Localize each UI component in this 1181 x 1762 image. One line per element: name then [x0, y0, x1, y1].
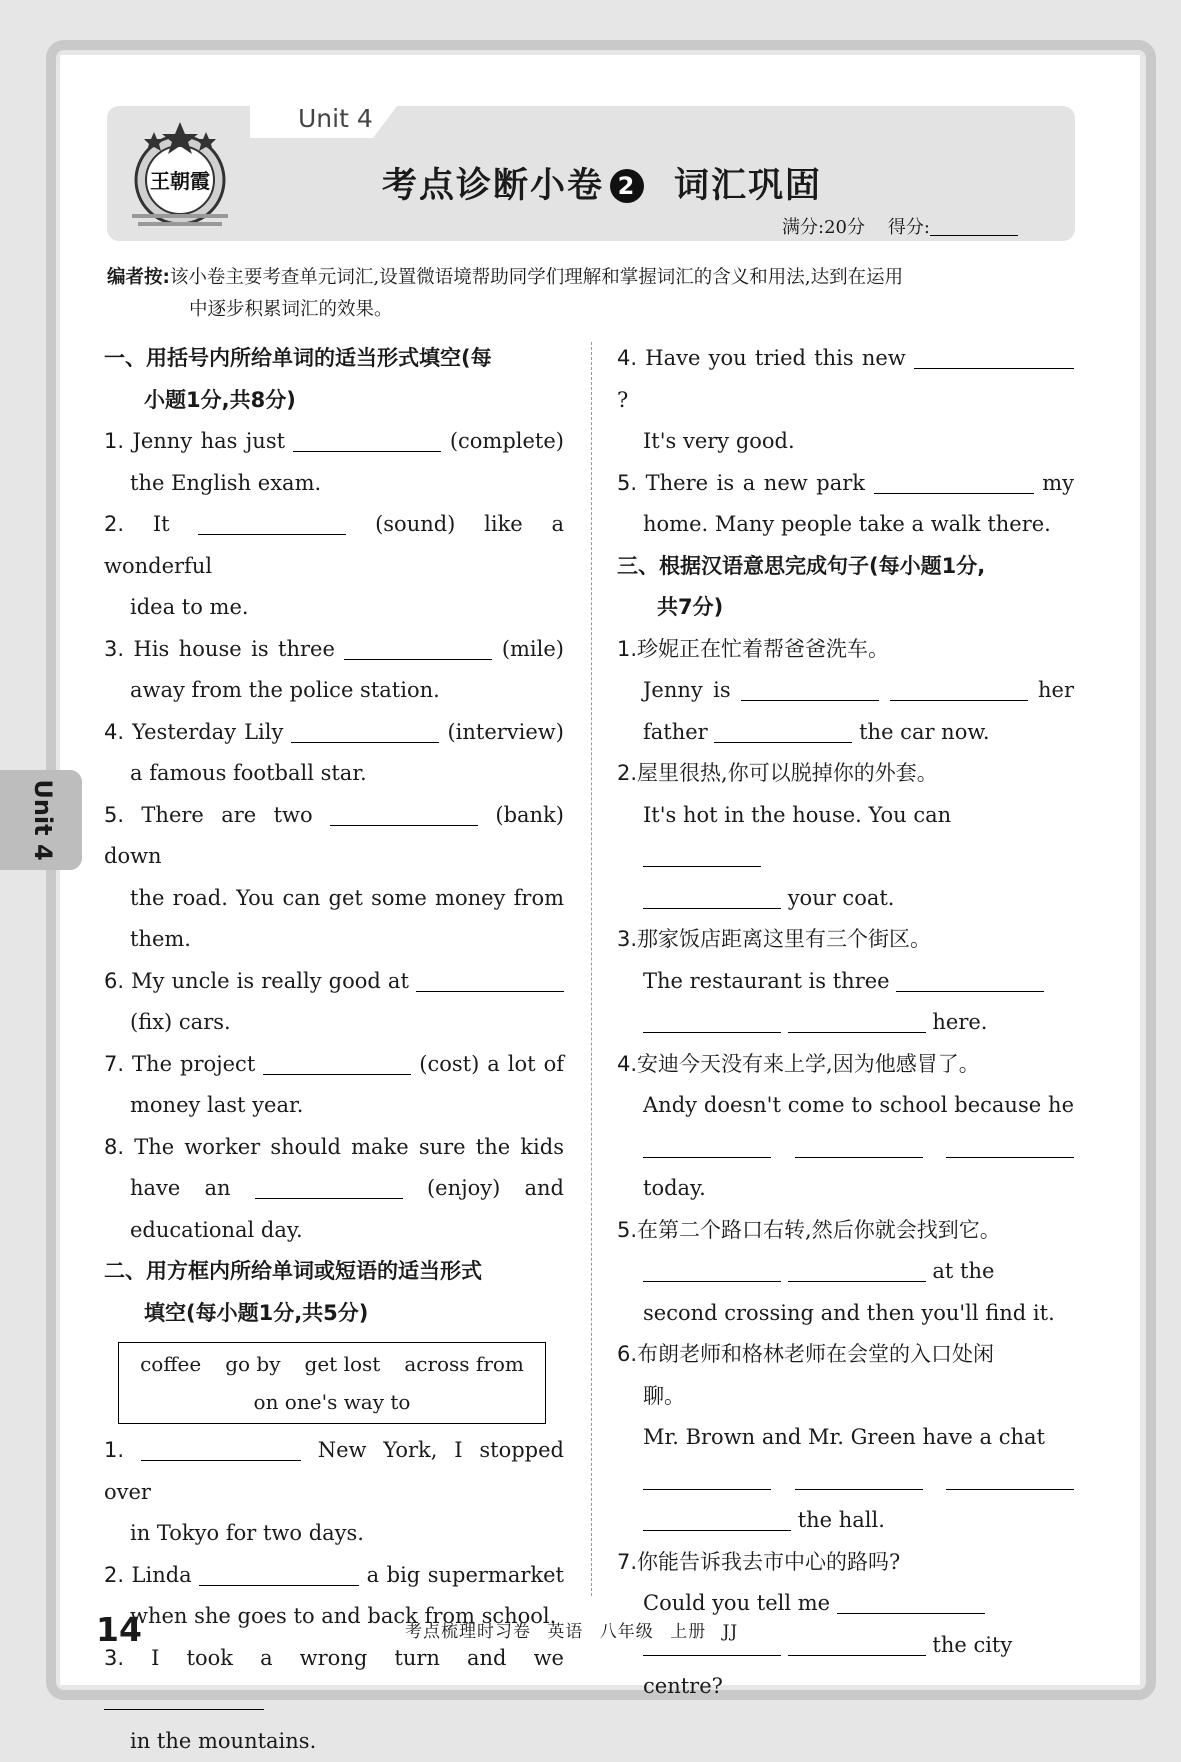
page-number: 14	[96, 1610, 142, 1649]
question-hint: (sound) like a wonderful	[104, 512, 564, 578]
s3-q6-line3	[617, 1500, 1074, 1542]
s3-q4-line3: today.	[617, 1168, 1074, 1210]
question-text: His house is three	[134, 637, 335, 661]
question-text: your coat.	[788, 886, 895, 910]
s1-q4-cont: a famous football star.	[104, 753, 564, 795]
question-chinese: 你能告诉我去市中心的路吗?	[637, 1550, 900, 1574]
s1-q7	[104, 1044, 564, 1086]
question-text: at the	[932, 1259, 994, 1283]
question-text: ?	[617, 388, 628, 412]
question-chinese: 那家饭店距离这里有三个街区。	[637, 927, 931, 951]
question-number: 4.	[617, 1052, 637, 1076]
question-number: 5.	[104, 803, 124, 827]
title-part2: 词汇巩固	[674, 166, 822, 206]
left-column	[104, 338, 564, 1762]
question-number: 1.	[104, 1438, 124, 1462]
question-number: 2.	[617, 761, 637, 785]
question-hint: (cost) a lot of	[419, 1052, 564, 1076]
editor-note-line1: 该小卷主要考查单元词汇,设置微语境帮助同学们理解和掌握词汇的含义和用法,达到在运用	[170, 267, 903, 288]
section2-title: 二、用方框内所给单词或短语的适当形式	[104, 1251, 564, 1293]
answer-blank[interactable]	[896, 967, 1044, 992]
answer-blank[interactable]	[416, 967, 564, 992]
s3-q3-line1	[617, 961, 1074, 1003]
s3-q4-line2	[617, 1127, 1074, 1169]
s3-q5-line2: second crossing and then you'll find it.	[617, 1293, 1074, 1335]
title-part1: 考点诊断小卷	[382, 166, 604, 206]
answer-blank[interactable]	[643, 1133, 771, 1158]
question-text: Linda	[132, 1563, 192, 1587]
question-text: It	[153, 512, 170, 536]
question-number: 7.	[617, 1550, 637, 1574]
question-number: 6.	[104, 969, 124, 993]
s1-q1-cont: the English exam.	[104, 463, 564, 505]
question-text: a big supermarket	[367, 1563, 564, 1587]
answer-blank[interactable]	[890, 676, 1028, 701]
word-option: on one's way to	[254, 1390, 411, 1414]
answer-blank[interactable]	[788, 1008, 926, 1033]
question-number: 2.	[104, 512, 124, 536]
question-chinese: 安迪今天没有来上学,因为他感冒了。	[637, 1052, 980, 1076]
question-text: I took a wrong turn and we	[151, 1646, 564, 1670]
s2-q5	[617, 463, 1074, 505]
section2-title-line2: 填空(每小题1分,共5分)	[104, 1293, 564, 1335]
section1-title: 一、用括号内所给单词的适当形式填空(每	[104, 338, 564, 380]
page-title	[382, 158, 822, 208]
question-hint: (complete)	[450, 429, 564, 453]
editor-note-label: 编者按:	[107, 267, 170, 288]
s1-q4	[104, 712, 564, 754]
question-text: Have you tried this new	[645, 346, 905, 370]
question-chinese: 在第二个路口右转,然后你就会找到它。	[637, 1218, 1001, 1242]
section3-title-line2: 共7分)	[617, 587, 1074, 629]
question-text: here.	[932, 1010, 987, 1034]
s2-q2-cont: when she goes to and back from school.	[104, 1596, 564, 1638]
question-hint: (bank) down	[104, 803, 564, 869]
full-score: 满分:20分	[782, 217, 865, 238]
question-number: 7.	[104, 1052, 124, 1076]
s1-q3	[104, 629, 564, 671]
s1-q5	[104, 795, 564, 878]
s2-q5-cont: home. Many people take a walk there.	[617, 504, 1074, 546]
s2-q3-cont: in the mountains.	[104, 1721, 564, 1762]
footer-text: 考点梳理时习卷 英语 八年级 上册 JJ	[405, 1617, 738, 1642]
question-text: The restaurant is three	[643, 969, 890, 993]
s1-q3-cont: away from the police station.	[104, 670, 564, 712]
question-hint: (interview)	[447, 720, 564, 744]
s3-q6	[617, 1334, 1074, 1376]
s1-q8-line2	[104, 1168, 564, 1210]
answer-blank[interactable]	[946, 1465, 1074, 1490]
s3-q4	[617, 1044, 1074, 1086]
answer-blank[interactable]	[104, 1685, 264, 1710]
section3-title: 三、根据汉语意思完成句子(每小题1分,	[617, 546, 1074, 588]
s1-q6	[104, 961, 564, 1003]
question-number: 3.	[104, 1646, 124, 1670]
answer-blank[interactable]	[788, 1631, 926, 1656]
question-chinese: 布朗老师和格林老师在会堂的入口处闲	[637, 1342, 994, 1366]
s2-q2	[104, 1555, 564, 1597]
question-number: 5.	[617, 471, 637, 495]
s1-q8-cont: educational day.	[104, 1210, 564, 1252]
logo-text: 王朝霞	[150, 169, 210, 193]
s3-q6-zh2: 聊。	[617, 1376, 1074, 1418]
question-hint: (mile)	[502, 637, 564, 661]
s3-q3-line2	[617, 1002, 1074, 1044]
right-column	[617, 338, 1074, 1708]
answer-blank[interactable]	[291, 718, 439, 743]
question-number: 5.	[617, 1218, 637, 1242]
s1-q2-cont: idea to me.	[104, 587, 564, 629]
question-number: 4.	[617, 346, 637, 370]
answer-blank[interactable]	[741, 676, 879, 701]
s1-q1	[104, 421, 564, 463]
question-text: my	[1042, 471, 1074, 495]
question-text: her	[1038, 678, 1074, 702]
question-text: the city centre?	[643, 1633, 1012, 1699]
s2-q1	[104, 1430, 564, 1513]
question-chinese: 珍妮正在忙着帮爸爸洗车。	[637, 637, 889, 661]
s2-q3	[104, 1638, 564, 1721]
section1-title-line2: 小题1分,共8分)	[104, 380, 564, 422]
question-text: My uncle is really good at	[131, 969, 409, 993]
question-chinese: 屋里很热,你可以脱掉你的外套。	[637, 761, 938, 785]
question-number: 1.	[104, 429, 124, 453]
answer-blank[interactable]	[714, 718, 852, 743]
s3-q3	[617, 919, 1074, 961]
question-text: Jenny is	[643, 678, 731, 702]
s1-q6-cont: (fix) cars.	[104, 1002, 564, 1044]
word-option: get lost	[305, 1352, 381, 1376]
answer-blank[interactable]	[643, 1506, 791, 1531]
s3-q1-line1	[617, 670, 1074, 712]
word-option: across from	[404, 1352, 524, 1376]
answer-blank[interactable]	[788, 1257, 926, 1282]
answer-blank[interactable]	[795, 1465, 923, 1490]
answer-blank[interactable]	[198, 510, 346, 535]
word-box	[118, 1342, 546, 1424]
word-option: go by	[225, 1352, 280, 1376]
question-number: 6.	[617, 1342, 637, 1366]
question-number: 1.	[617, 637, 637, 661]
answer-blank[interactable]	[643, 884, 781, 909]
answer-blank[interactable]	[795, 1133, 923, 1158]
question-number: 3.	[104, 637, 124, 661]
score-label: 得分:	[888, 217, 930, 238]
answer-blank[interactable]	[914, 344, 1074, 369]
answer-blank[interactable]	[643, 1008, 781, 1033]
s3-q4-line1: Andy doesn't come to school because he	[617, 1085, 1074, 1127]
answer-blank[interactable]	[643, 842, 761, 867]
word-option: coffee	[140, 1352, 201, 1376]
answer-blank[interactable]	[330, 801, 478, 826]
s1-q2	[104, 504, 564, 587]
column-divider	[591, 342, 592, 1596]
title-number: 2	[610, 169, 644, 203]
s3-q2	[617, 753, 1074, 795]
s3-q1-line2	[617, 712, 1074, 754]
answer-blank[interactable]	[837, 1589, 985, 1614]
question-number: 4.	[104, 720, 124, 744]
s3-q2-line2	[617, 878, 1074, 920]
question-text: have an	[130, 1176, 231, 1200]
question-text: It's hot in the house. You can	[643, 803, 951, 827]
s2-q4	[617, 338, 1074, 421]
question-text: The worker should make sure the kids	[134, 1135, 564, 1159]
score-blank[interactable]	[930, 217, 1018, 236]
question-text: Could you tell me	[643, 1591, 830, 1615]
question-text: the hall.	[798, 1508, 885, 1532]
answer-blank[interactable]	[643, 1257, 781, 1282]
s3-q5	[617, 1210, 1074, 1252]
s3-q2-line1	[617, 795, 1074, 878]
question-text: Yesterday Lily	[132, 720, 283, 744]
answer-blank[interactable]	[643, 1465, 771, 1490]
question-number: 8.	[104, 1135, 124, 1159]
question-text: The project	[132, 1052, 255, 1076]
editor-note-line2: 中逐步积累词汇的效果。	[107, 294, 1075, 326]
question-text: Jenny has just	[132, 429, 285, 453]
s3-q6-line1: Mr. Brown and Mr. Green have a chat	[617, 1417, 1074, 1459]
answer-blank[interactable]	[946, 1133, 1074, 1158]
question-number: 3.	[617, 927, 637, 951]
score-line	[782, 213, 1018, 239]
s1-q8	[104, 1127, 564, 1169]
answer-blank[interactable]	[263, 1050, 411, 1075]
side-unit-label: Unit 4	[29, 779, 57, 860]
s1-q5-cont2: them.	[104, 919, 564, 961]
question-text: New York, I stopped over	[104, 1438, 564, 1504]
answer-blank[interactable]	[255, 1174, 403, 1199]
publisher-logo	[128, 118, 232, 230]
answer-blank[interactable]	[874, 469, 1034, 494]
answer-blank[interactable]	[293, 427, 441, 452]
answer-blank[interactable]	[199, 1561, 359, 1586]
answer-blank[interactable]	[141, 1436, 301, 1461]
s3-q7	[617, 1542, 1074, 1584]
answer-blank[interactable]	[344, 635, 492, 660]
question-hint: (enjoy) and	[427, 1176, 564, 1200]
question-number: 2.	[104, 1563, 124, 1587]
editor-note	[107, 262, 1075, 326]
s1-q5-cont1: the road. You can get some money from	[104, 878, 564, 920]
question-text: There is a new park	[646, 471, 865, 495]
s3-q6-line2	[617, 1459, 1074, 1501]
s1-q7-cont: money last year.	[104, 1085, 564, 1127]
s3-q5-line1	[617, 1251, 1074, 1293]
s2-q4-cont: It's very good.	[617, 421, 1074, 463]
question-text: father	[643, 720, 708, 744]
s3-q1	[617, 629, 1074, 671]
unit-label: Unit 4	[298, 104, 373, 133]
question-text: the car now.	[859, 720, 989, 744]
question-text: There are two	[141, 803, 312, 827]
s2-q1-cont: in Tokyo for two days.	[104, 1513, 564, 1555]
